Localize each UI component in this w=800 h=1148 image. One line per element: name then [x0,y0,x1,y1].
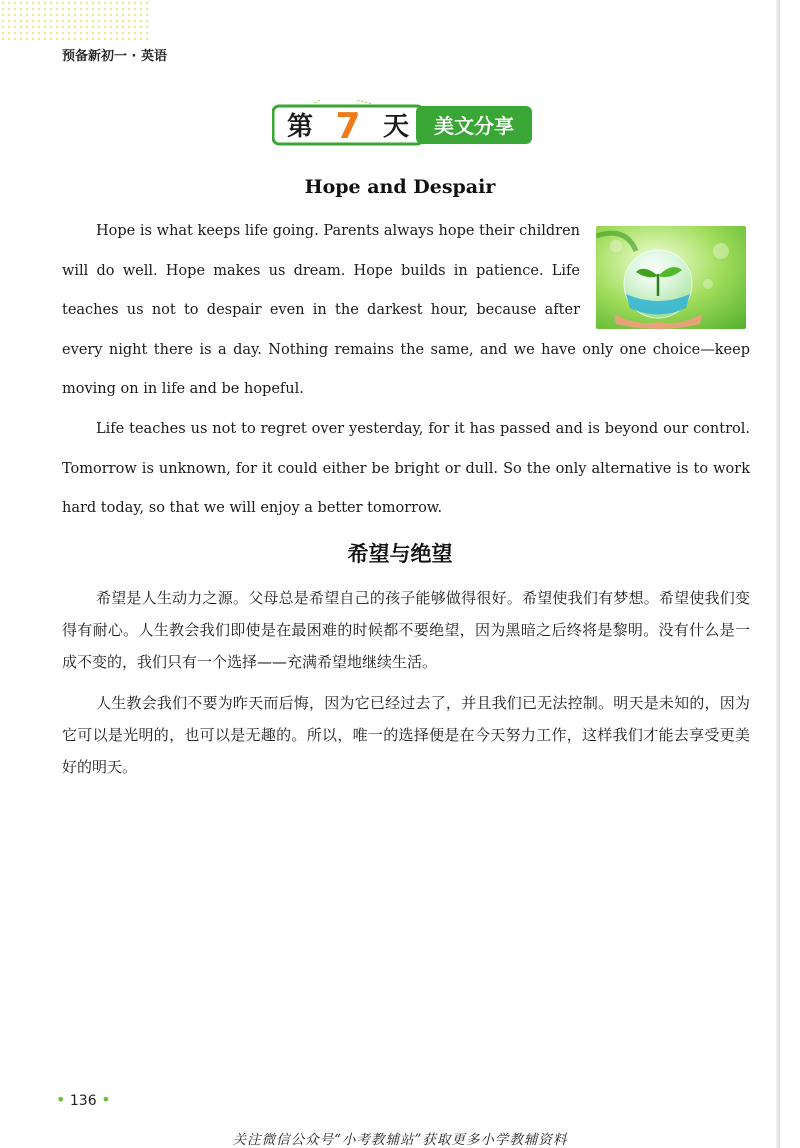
chinese-paragraph: 人生教会我们不要为昨天而后悔，因为它已经过去了，并且我们已无法控制。明天是未知的，因为它可以是光明的，也可以是无趣的。所以，唯一的选择便是在今天努力工作，这样我们才能去享受更美好的明天。 [62,694,750,776]
article-title-zh: 希望与绝望 [347,542,453,566]
banner-suffix: 天 [382,112,410,142]
chinese-paragraph: 希望是人生动力之源。父母总是希望自己的孩子能够做得很好。希望使我们有梦想。希望使我们变得有耐心。人生教会我们即使是在最困难的时候都不要绝望，因为黑暗之后终将是黎明。没有什么是一成不变的，我们只有一个选择——充满希望地继续生活。 [62,589,750,671]
banner-label: 美文分享 [434,114,514,138]
page-dot-left: • [56,1090,66,1109]
english-paragraph: Hope is what keeps life going. Parents always hope their children will do well. Hope makes us dream. Hope builds in patience. Life teaches us not to despair even in the darkest hour, because after every night there is a day. Nothing remains the same, and we have only one choice—keep moving on in life and be hopeful. [62,212,750,410]
day-banner [272,100,534,146]
running-header: 预备新初一 · 英语 [62,49,167,64]
banner-number: 7 [335,106,361,146]
article-title-en: Hope and Despair [304,176,496,198]
english-body-2 [62,410,750,529]
page-number-value: 136 [69,1093,97,1109]
chinese-body [62,582,750,792]
footer-promo: 关注微信公众号“小考教辅站”获取更多小学教辅资料 [232,1132,568,1148]
page-number [56,1090,111,1109]
page-dot-right: • [101,1090,111,1109]
corner-dot-pattern [0,0,150,40]
page-edge-rule [776,0,780,1148]
english-body [62,212,750,410]
banner-prefix: 第 [286,112,314,142]
english-paragraph: Life teaches us not to regret over yesterday, for it has passed and is beyond our control. Tomorrow is unknown, for it could either be bright or dull. So the only alternative is to work hard today, so that we will enjoy a better tomorrow. [62,421,750,516]
photo-float-spacer [580,212,750,330]
